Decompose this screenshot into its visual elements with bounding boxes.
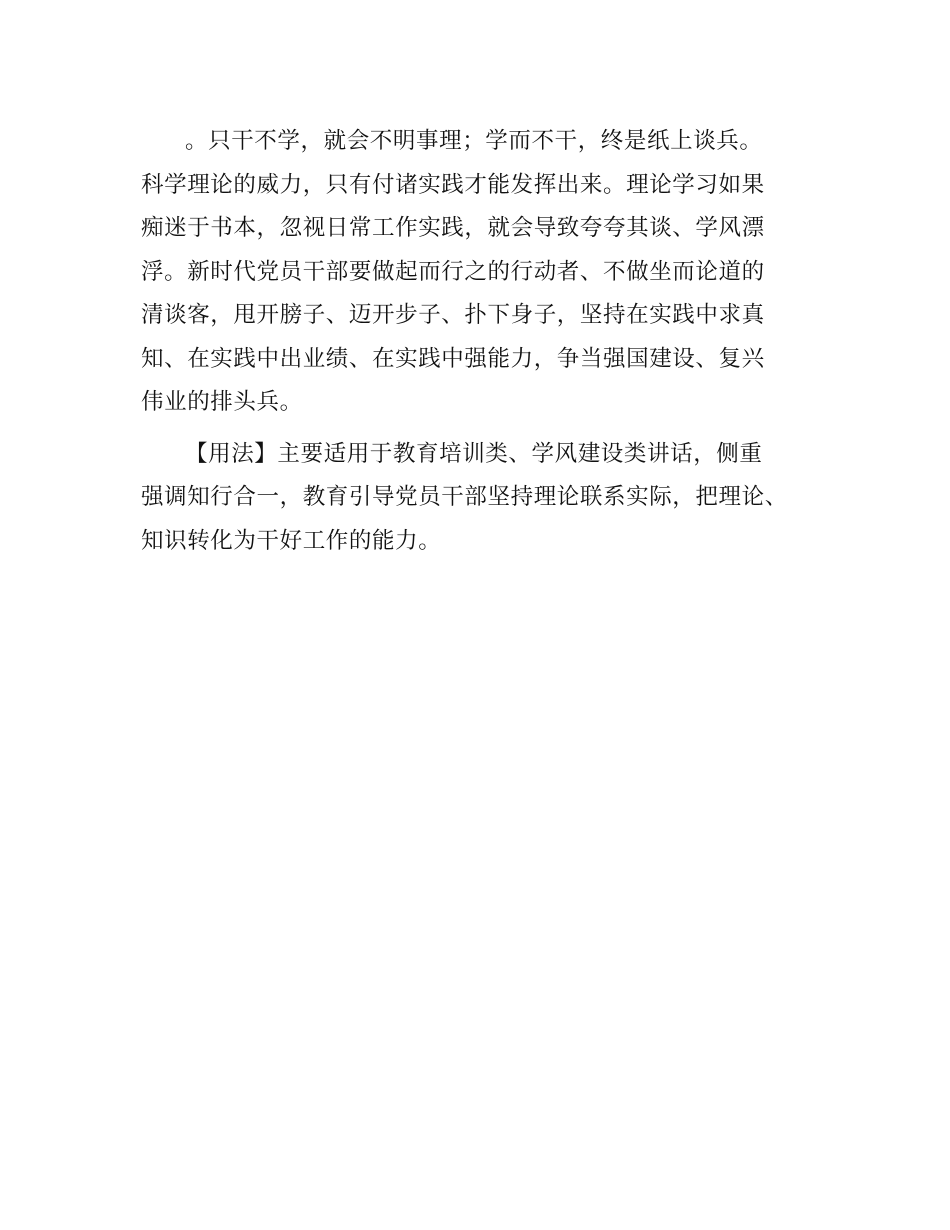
text-line: 浮。新时代党员干部要做起而行之的行动者、不做坐而论道的	[141, 258, 765, 285]
paragraph-practice	[141, 120, 821, 425]
text-line: 科学理论的威力，只有付诸实践才能发挥出来。理论学习如果	[141, 171, 765, 198]
text-line: 知识转化为干好工作的能力。	[141, 527, 442, 554]
text-line: 痴迷于书本，忽视日常工作实践，就会导致夸夸其谈、学风漂	[141, 215, 765, 241]
text-line: 知、在实践中出业绩、在实践中强能力，争当强国建设、复兴	[141, 345, 765, 372]
text-line: 强调知行合一，教育引导党员干部坚持理论联系实际，把理论、	[141, 484, 788, 510]
paragraph-spacer	[141, 425, 821, 433]
text-line: 清谈客，甩开膀子、迈开步子、扑下身子，坚持在实践中求真	[141, 302, 765, 328]
text-line: 伟业的排头兵。	[141, 389, 303, 415]
text-line: 。只干不学，就会不明事理；学而不干，终是纸上谈兵。	[185, 128, 763, 154]
document-body	[141, 120, 821, 563]
paragraph-usage	[141, 433, 821, 564]
text-line: 【用法】主要适用于教育培训类、学风建设类讲话，侧重	[185, 440, 763, 467]
